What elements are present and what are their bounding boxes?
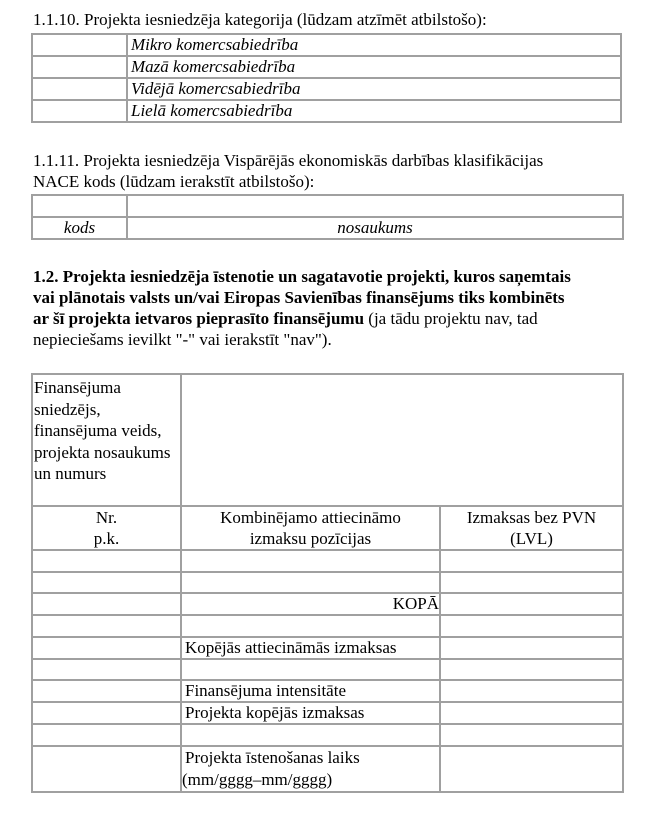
table-row xyxy=(32,217,623,239)
total-label: KOPĀ xyxy=(181,593,440,615)
funding-provider-label: Finansējuma sniedzējs, finansējuma veids, projekta nosaukums un numurs xyxy=(32,374,181,506)
table-row xyxy=(32,615,623,637)
heading-1-2-line2: vai plānotais valsts un/vai Eiropas Savienības finansējums tiks kombinēts xyxy=(33,288,565,307)
heading-1-2-note: (ja tādu projektu nav, tad xyxy=(364,309,538,328)
table-row xyxy=(32,659,623,681)
heading-1-2-bold: ar šī projekta ietvaros pieprasīto finansējumu xyxy=(33,309,365,328)
funding-provider-input[interactable] xyxy=(181,374,623,506)
table-row xyxy=(32,746,623,792)
heading-1-1-10: 1.1.10. Projekta iesniedzēja kategorija (lūdzam atzīmēt atbilstošo): xyxy=(33,10,487,29)
table-row xyxy=(32,680,623,702)
nr-cell[interactable] xyxy=(32,702,181,724)
nace-code-input[interactable] xyxy=(32,195,127,217)
table-row xyxy=(32,550,623,572)
nr-cell[interactable] xyxy=(32,680,181,702)
header-nr: Nr. p.k. xyxy=(32,506,181,550)
table-row xyxy=(32,593,623,615)
table-row xyxy=(32,78,621,100)
nace-name-label: nosaukums xyxy=(127,217,623,239)
position-cell[interactable] xyxy=(181,550,440,572)
nace-name-input[interactable] xyxy=(127,195,623,217)
nr-cell[interactable] xyxy=(32,572,181,594)
position-cell[interactable] xyxy=(181,615,440,637)
implementation-period-label: Projekta īstenošanas laiks (mm/gggg–mm/gggg) xyxy=(181,746,440,792)
position-cell[interactable] xyxy=(181,659,440,681)
table-row xyxy=(32,195,623,217)
position-cell[interactable] xyxy=(181,724,440,746)
nace-code-label: kods xyxy=(32,217,127,239)
nr-cell[interactable] xyxy=(32,550,181,572)
category-checkbox-mikro[interactable] xyxy=(32,34,127,56)
nr-cell[interactable] xyxy=(32,637,181,659)
category-label-videja: Vidējā komercsabiedrība xyxy=(127,78,621,100)
heading-1-1-11-line1: 1.1.11. Projekta iesniedzēja Vispārējās ekonomiskās darbības klasifikācijas xyxy=(33,151,544,170)
heading-1-2-line4: nepieciešams ievilkt "-" vai ierakstīt "nav"). xyxy=(33,330,332,349)
cost-cell[interactable] xyxy=(440,615,623,637)
nr-cell[interactable] xyxy=(32,615,181,637)
nr-cell[interactable] xyxy=(32,659,181,681)
eligible-costs-cell[interactable] xyxy=(440,637,623,659)
table-row xyxy=(32,702,623,724)
table-row xyxy=(32,637,623,659)
header-positions: Kombinējamo attiecināmo izmaksu pozīcijas xyxy=(181,506,440,550)
category-checkbox-videja[interactable] xyxy=(32,78,127,100)
nr-cell[interactable] xyxy=(32,593,181,615)
implementation-period-cell[interactable] xyxy=(440,746,623,792)
funding-table xyxy=(31,373,624,793)
total-cost-cell[interactable] xyxy=(440,593,623,615)
table-header-row xyxy=(32,506,623,550)
category-label-liela: Lielā komercsabiedrība xyxy=(127,100,621,122)
table-row xyxy=(32,374,623,506)
category-checkbox-liela[interactable] xyxy=(32,100,127,122)
nr-cell[interactable] xyxy=(32,724,181,746)
funding-intensity-label: Finansējuma intensitāte xyxy=(181,680,440,702)
nr-cell[interactable] xyxy=(32,746,181,792)
eligible-costs-label: Kopējās attiecināmās izmaksas xyxy=(181,637,440,659)
table-row xyxy=(32,34,621,56)
table-row xyxy=(32,572,623,594)
nace-table xyxy=(31,194,624,240)
cost-cell[interactable] xyxy=(440,659,623,681)
position-cell[interactable] xyxy=(181,572,440,594)
heading-1-2-line3 xyxy=(33,308,538,329)
project-total-costs-label: Projekta kopējās izmaksas xyxy=(181,702,440,724)
table-row xyxy=(32,100,621,122)
heading-1-2-line1: 1.2. Projekta iesniedzēja īstenotie un sagatavotie projekti, kuros saņemtais xyxy=(33,267,571,286)
category-checkbox-maza[interactable] xyxy=(32,56,127,78)
project-total-costs-cell[interactable] xyxy=(440,702,623,724)
cost-cell[interactable] xyxy=(440,550,623,572)
heading-1-1-11-line2: NACE kods (lūdzam ierakstīt atbilstošo): xyxy=(33,172,315,191)
cost-cell[interactable] xyxy=(440,724,623,746)
table-row xyxy=(32,724,623,746)
category-table xyxy=(31,33,622,123)
cost-cell[interactable] xyxy=(440,572,623,594)
funding-intensity-cell[interactable] xyxy=(440,680,623,702)
table-row xyxy=(32,56,621,78)
header-cost: Izmaksas bez PVN (LVL) xyxy=(440,506,623,550)
category-label-maza: Mazā komercsabiedrība xyxy=(127,56,621,78)
category-label-mikro: Mikro komercsabiedrība xyxy=(127,34,621,56)
